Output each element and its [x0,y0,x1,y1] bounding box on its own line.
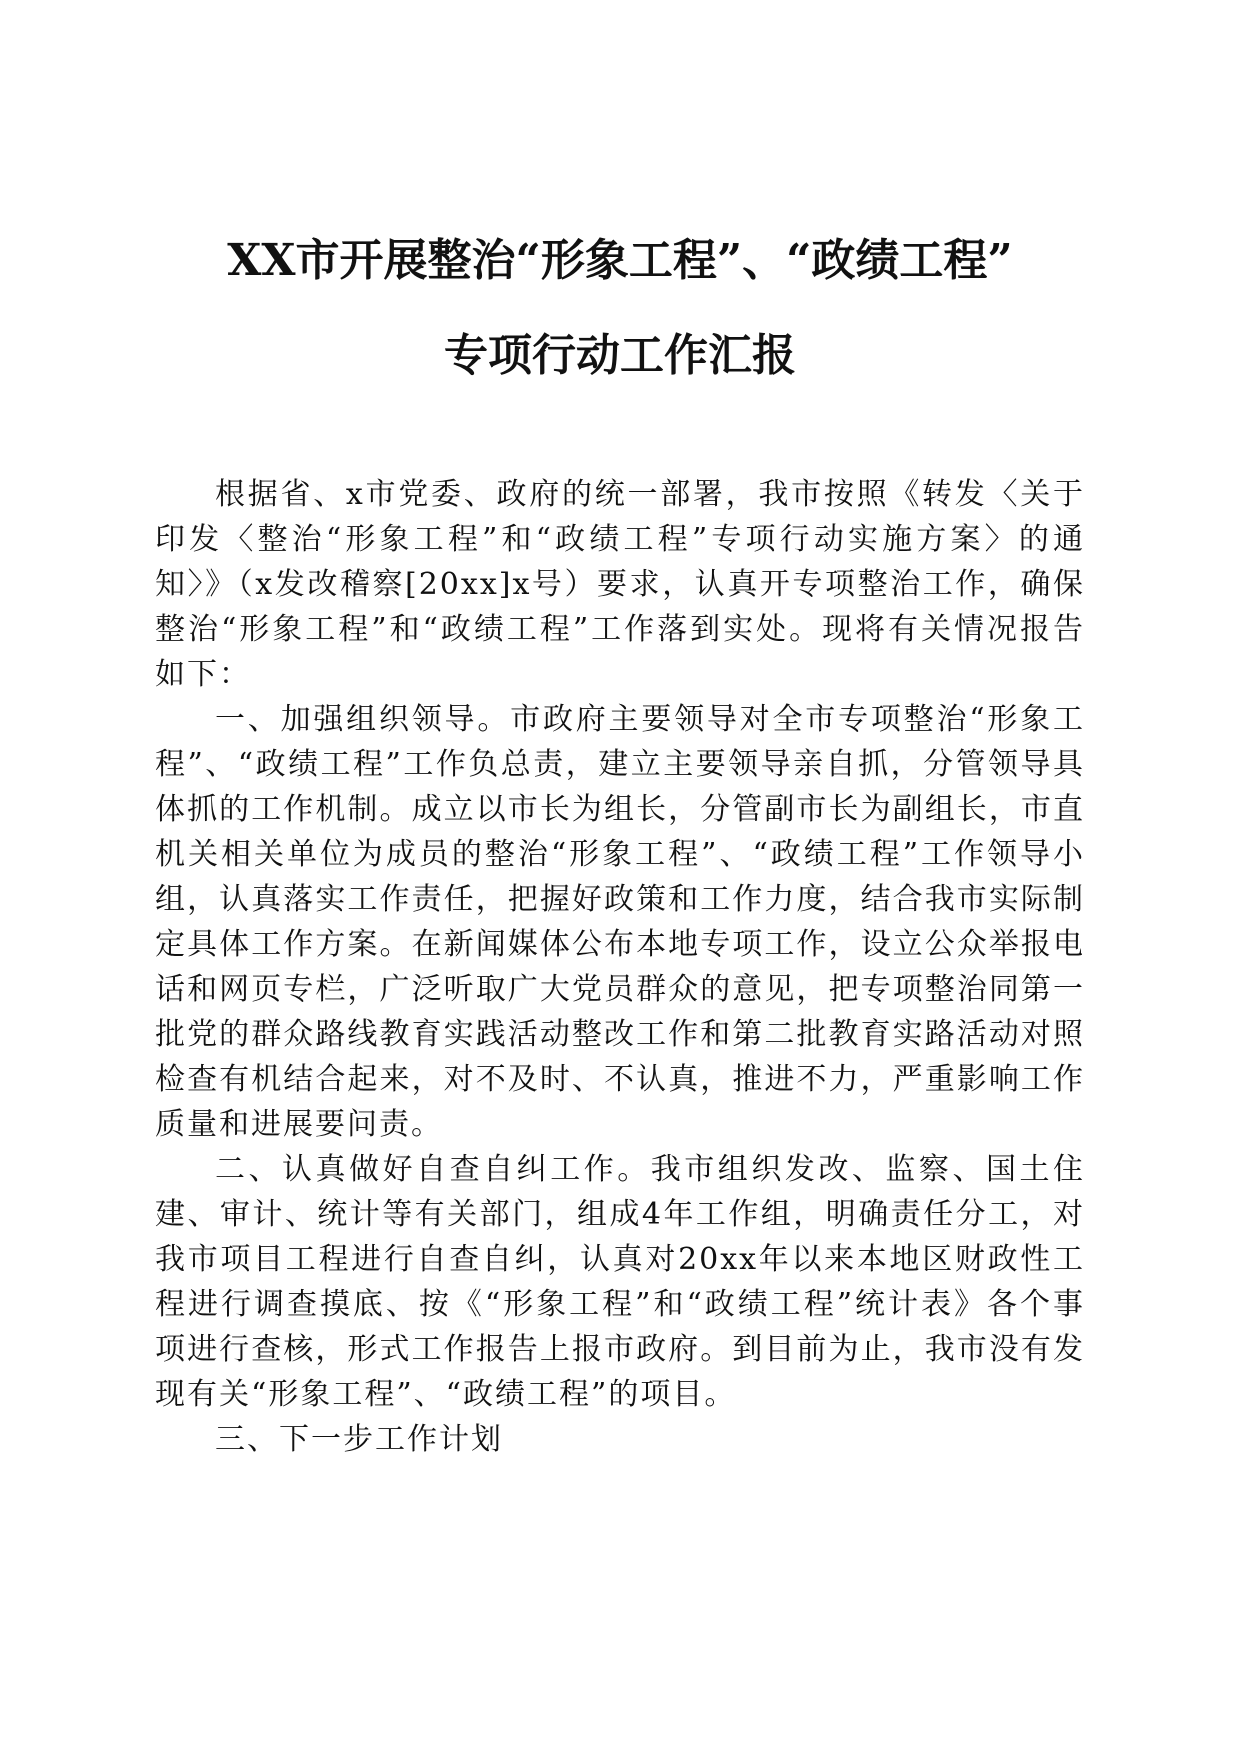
document-body [155,472,1085,1462]
title-line-1: XX市开展整治“形象工程”、“政绩工程” [227,235,1013,286]
paragraph-section-2: 二、认真做好自查自纠工作。我市组织发改、监察、国土住建、审计、统计等有关部门，组成4年工作组，明确责任分工，对我市项目工程进行自查自纠，认真对20xx年以来本地区财政性工程进行调查摸底、按《“形象工程”和“政绩工程”统计表》各个事项进行查核，形式工作报告上报市政府。到目前为止，我市没有发现有关“形象工程”、“政绩工程”的项目。 [155,1152,1085,1412]
title-line-2: 专项行动工作汇报 [444,330,796,381]
paragraph-intro: 根据省、x市党委、政府的统一部署，我市按照《转发〈关于印发〈整治“形象工程”和“政绩工程”专项行动实施方案〉的通知〉》（x发改稽察[20xx]x号）要求，认真开专项整治工作，确保整治“形象工程”和“政绩工程”工作落到实处。现将有关情况报告如下： [155,477,1085,692]
paragraph-section-3-heading: 三、下一步工作计划 [215,1422,503,1457]
paragraph-section-1: 一、加强组织领导。市政府主要领导对全市专项整治“形象工程”、“政绩工程”工作负总责，建立主要领导亲自抓，分管领导具体抓的工作机制。成立以市长为组长，分管副市长为副组长，市直机关相关单位为成员的整治“形象工程”、“政绩工程”工作领导小组，认真落实工作责任，把握好政策和工作力度，结合我市实际制定具体工作方案。在新闻媒体公布本地专项工作，设立公众举报电话和网页专栏，广泛听取广大党员群众的意见，把专项整治同第一批党的群众路线教育实践活动整改工作和第二批教育实路活动对照检查有机结合起来，对不及时、不认真，推进不力，严重影响工作质量和进展要问责。 [155,702,1085,1142]
document-title [100,225,1140,415]
